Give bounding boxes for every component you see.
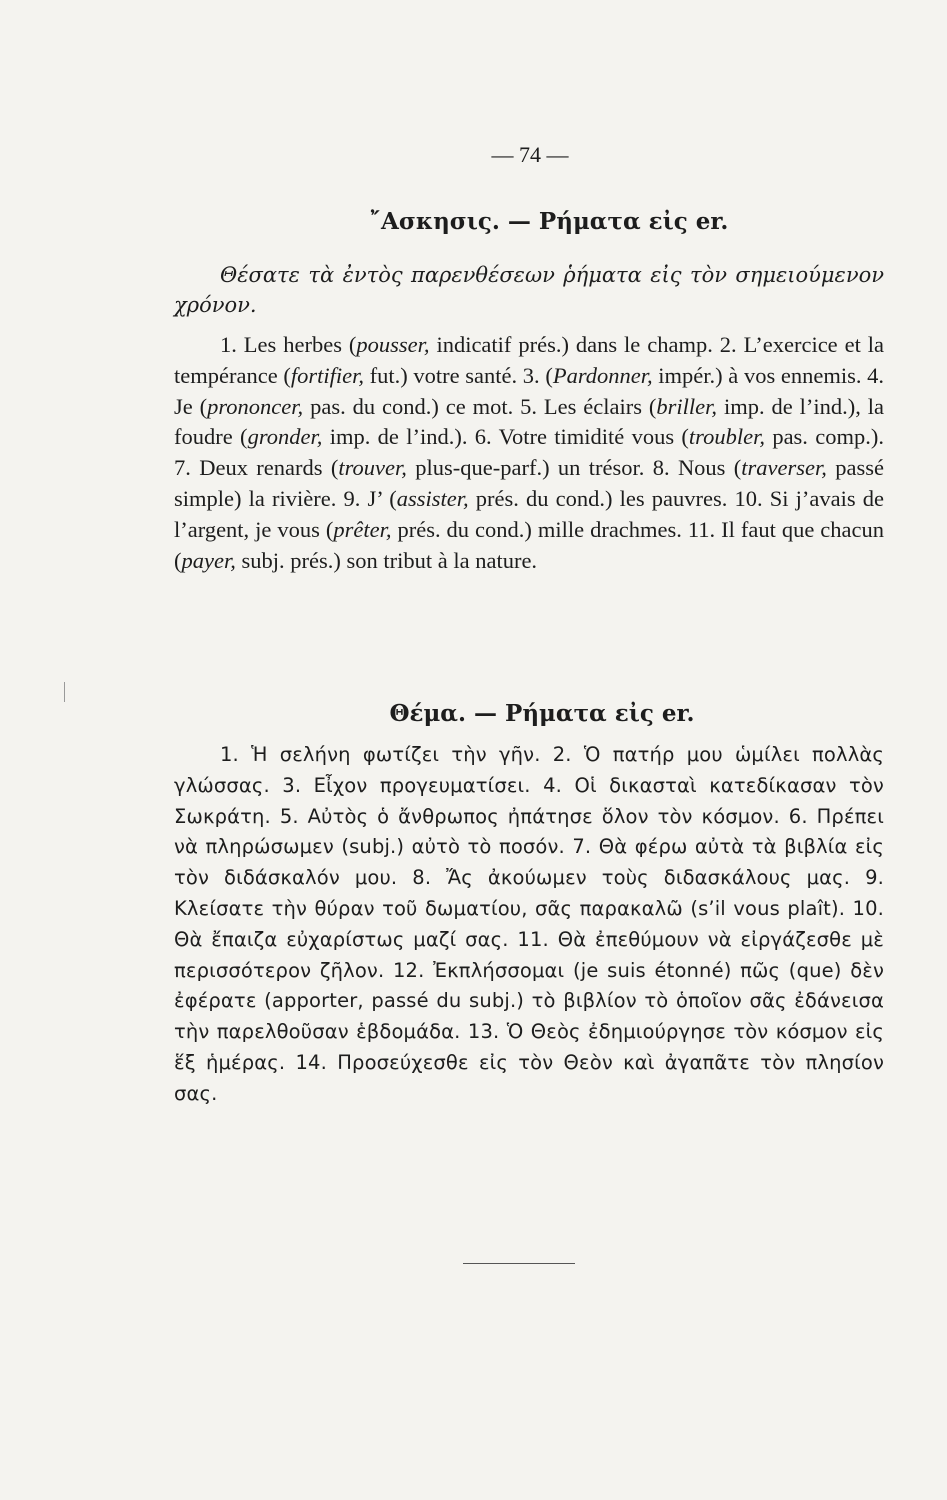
page-number: — 74 — <box>491 142 569 167</box>
theme-sentences <box>174 740 884 1110</box>
theme-heading <box>174 700 884 727</box>
exercise-heading <box>174 208 884 235</box>
exercise-heading-text: ῎Ασκησις. — Ρήματα εἰς er. <box>369 208 729 235</box>
section-divider <box>463 1263 575 1264</box>
exercise-sentences <box>174 330 884 576</box>
exercise-instruction: Θέσατε τὰ ἐντὸς παρενθέσεων ῥήματα εἰς τὸν σημειούμενον χρόνον. <box>174 263 884 317</box>
margin-mark <box>64 682 65 702</box>
theme-heading-text: Θέμα. — Ρήματα εἰς er. <box>389 700 695 727</box>
theme-paragraph: 1. Ἡ σελήνη φωτίζει τὴν γῆν. 2. Ὁ πατήρ μου ὡμίλει πολλὰς γλώσσας. 3. Εἶχον προγευματίσει. 4. Οἱ δικασταὶ κατεδίκασαν τὸν Σωκράτη. 5. Αὐτὸς ὁ ἄνθρωπος ἠπάτησε ὅλον τὸν κόσμον. 6. Πρέπει νὰ πληρώσωμεν (subj.) αὐτὸ τὸ ποσόν. 7. Θὰ φέρω αὐτὰ τὰ βιβλία εἰς τὸν διδάσκαλόν μου. 8. Ἄς ἀκούωμεν τοὺς διδασκάλους μας. 9. Κλείσατε τὴν θύραν τοῦ δωματίου, σᾶς παρακαλῶ (s’il vous plaît). 10. Θὰ ἔπαιζα εὐχαρίστως μαζί σας. 11. Θὰ ἐπεθύμουν νὰ εἰργάζεσθε μὲ περισσότερον ζῆλον. 12. Ἐκπλήσσομαι (je suis étonné) πῶς (que) δὲν ἐφέρατε (apporter, passé du subj.) τὸ βιβλίον τὸ ὁποῖον σᾶς ἐδάνεισα τὴν παρελθοῦσαν ἑβδομάδα. 13. Ὁ Θεὸς ἐδημιούργησε τὸν κόσμον εἰς ἕξ ἡμέρας. 14. Προσεύχεσθε εἰς τὸν Θεὸν καὶ ἀγαπᾶτε τὸν πλησίον σας. <box>174 743 885 1105</box>
exercise-paragraph: 1. Les herbes (pousser, indicatif prés.) dans le champ. 2. L’exercice et la tempérance (fortifier, fut.) votre santé. 3. (Pardonner, impér.) à vos ennemis. 4. Je (prononcer, pas. du cond.) ce mot. 5. Les éclairs (briller, imp. de l’ind.), la foudre (gronder, imp. de l’ind.). 6. Votre timidité vous (troubler, pas. comp.). 7. Deux renards (trouver, plus-que-parf.) un trésor. 8. Nous (traverser, passé simple) la rivière. 9. J’ (assister, prés. du cond.) les pauvres. 10. Si j’avais de l’argent, je vous (prêter, prés. du cond.) mille drachmes. 11. Il faut que chacun (payer, subj. prés.) son tribut à la nature. <box>174 332 885 573</box>
